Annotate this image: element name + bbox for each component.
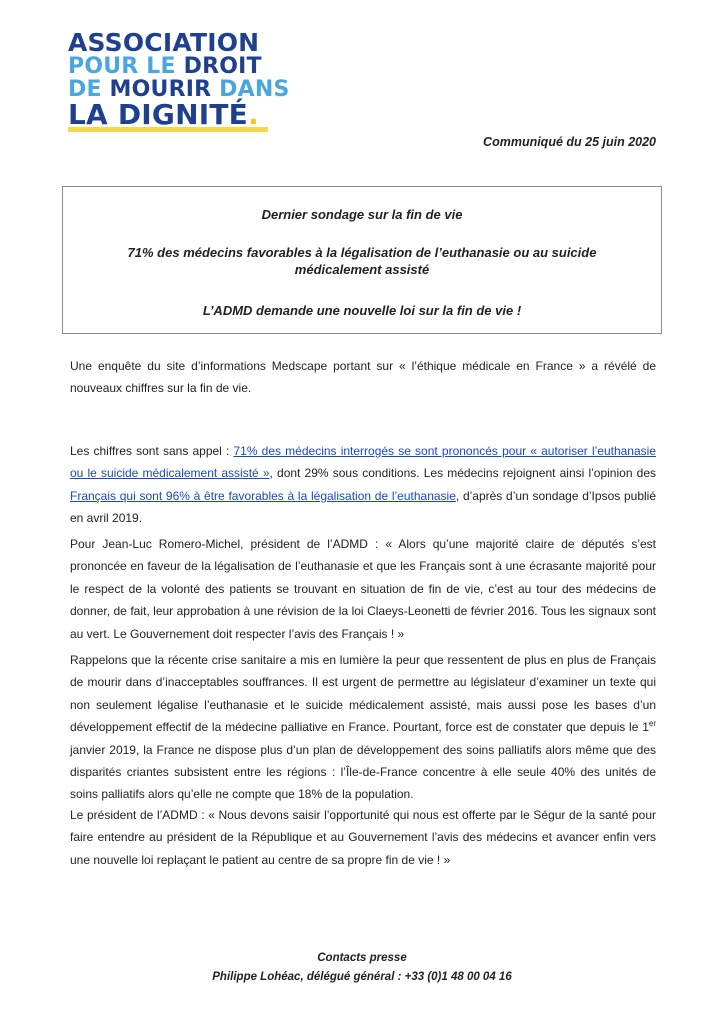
paragraph-2 (70, 440, 656, 530)
headline-title-3: L’ADMD demande une nouvelle loi sur la fin de vie ! (202, 303, 522, 318)
press-release-date: Communiqué du 25 juin 2020 (483, 135, 656, 149)
logo-line-association: ASSOCIATION (68, 28, 260, 57)
headline-box (62, 186, 662, 334)
paragraph-2-intro: Les chiffres sont sans appel : (70, 444, 234, 458)
paragraph-2-end: , d’après d’un sondage d’Ipsos publié en avril 2019. (70, 488, 656, 526)
paragraph-5-text: Le président de l’ADMD : « Nous devons saisir l’opportunité qui nous est offerte par le Ségur de la santé pour faire entendre au président de la République et au Gouvernement l’avis des médecins et avancer enfin vers une nouvelle loi replaçant le patient au centre de sa propre fin de vie ! » (70, 808, 656, 867)
logo-dot: . (247, 98, 259, 131)
ipsos-survey-link[interactable]: Français qui sont 96% à être favorables à la légalisation de l’euthanasie (70, 488, 456, 503)
headline-title-2: 71% des médecins favorables à la légalisation de l’euthanasie ou au suicide médicalement assisté (127, 245, 597, 277)
logo-line-pour-le-droit (68, 56, 278, 78)
association-logo (68, 28, 290, 131)
paragraph-4 (70, 649, 656, 806)
press-contacts (0, 949, 724, 987)
paragraph-4-text (70, 649, 656, 806)
paragraph-3 (70, 533, 656, 645)
contacts-line: Philippe Lohéac, délégué général : +33 (0)1 48 00 04 16 (212, 971, 512, 983)
paragraph-3-text: Pour Jean-Luc Romero-Michel, président de l’ADMD : « Alors qu’une majorité claire de députés s’est prononcée en faveur de la légalisation de l’euthanasie et que les Français sont à une écrasante majorité pour le respect de la volonté des patients se trouvant en situation de fin de vie, c’est au tour des médecins de donner, de fait, leur approbation à une révision de la loi Claeys-Leonetti de février 2016. Tous les signaux sont au vert. Le Gouvernement doit respecter l’avis des Français ! » (70, 537, 656, 641)
logo-text-dans: DANS (211, 77, 290, 102)
paragraph-5 (70, 804, 656, 871)
contacts-heading: Contacts presse (317, 952, 407, 964)
paragraph-4-end: janvier 2019, la France ne dispose plus d’un plan de développement des soins palliatifs alors même que des disparités criantes subsistent entre les régions : l’Île-de-France concentre à elle seule 40% des unités de soins palliatifs alors qu’elle ne compte que 18% de la population. (70, 742, 656, 802)
paragraph-2-text (70, 440, 656, 530)
medscape-survey-link[interactable]: 71% des médecins interrogés se sont prononcés pour « autoriser l’euthanasie ou le suicide médicalement assisté » (70, 444, 656, 481)
paragraph-1 (70, 355, 656, 400)
logo-text-pour-le: POUR LE (68, 54, 176, 79)
logo-text-droit: DROIT (175, 54, 262, 79)
logo-line-la-dignite (68, 98, 278, 131)
paragraph-4-start: Rappelons que la récente crise sanitaire a mis en lumière la peur que ressentent de plus en plus de Français de mourir dans d’inacceptables souffrances. Il est urgent de permettre au législateur d’examiner un texte qui non seulement légalise l’euthanasie et le suicide médicalement assisté, mais aussi pose les bases d’un développement effectif de la médecine palliative en France. Pourtant, force est de constater que depuis le 1 (70, 653, 656, 735)
logo-text-mourir: MOURIR (101, 77, 212, 102)
ordinal-superscript: er (648, 719, 656, 729)
headline-title-1: Dernier sondage sur la fin de vie (261, 207, 463, 222)
logo-text-la-dignite: LA DIGNITÉ (68, 98, 248, 131)
paragraph-2-middle: , dont 29% sous conditions. Les médecins rejoignent ainsi l’opinion des (269, 466, 657, 481)
logo-text-de: DE (68, 77, 102, 102)
paragraph-1-text: Une enquête du site d’informations Medscape portant sur « l’éthique médicale en France » a révélé de nouveaux chiffres sur la fin de vie. (70, 359, 656, 396)
